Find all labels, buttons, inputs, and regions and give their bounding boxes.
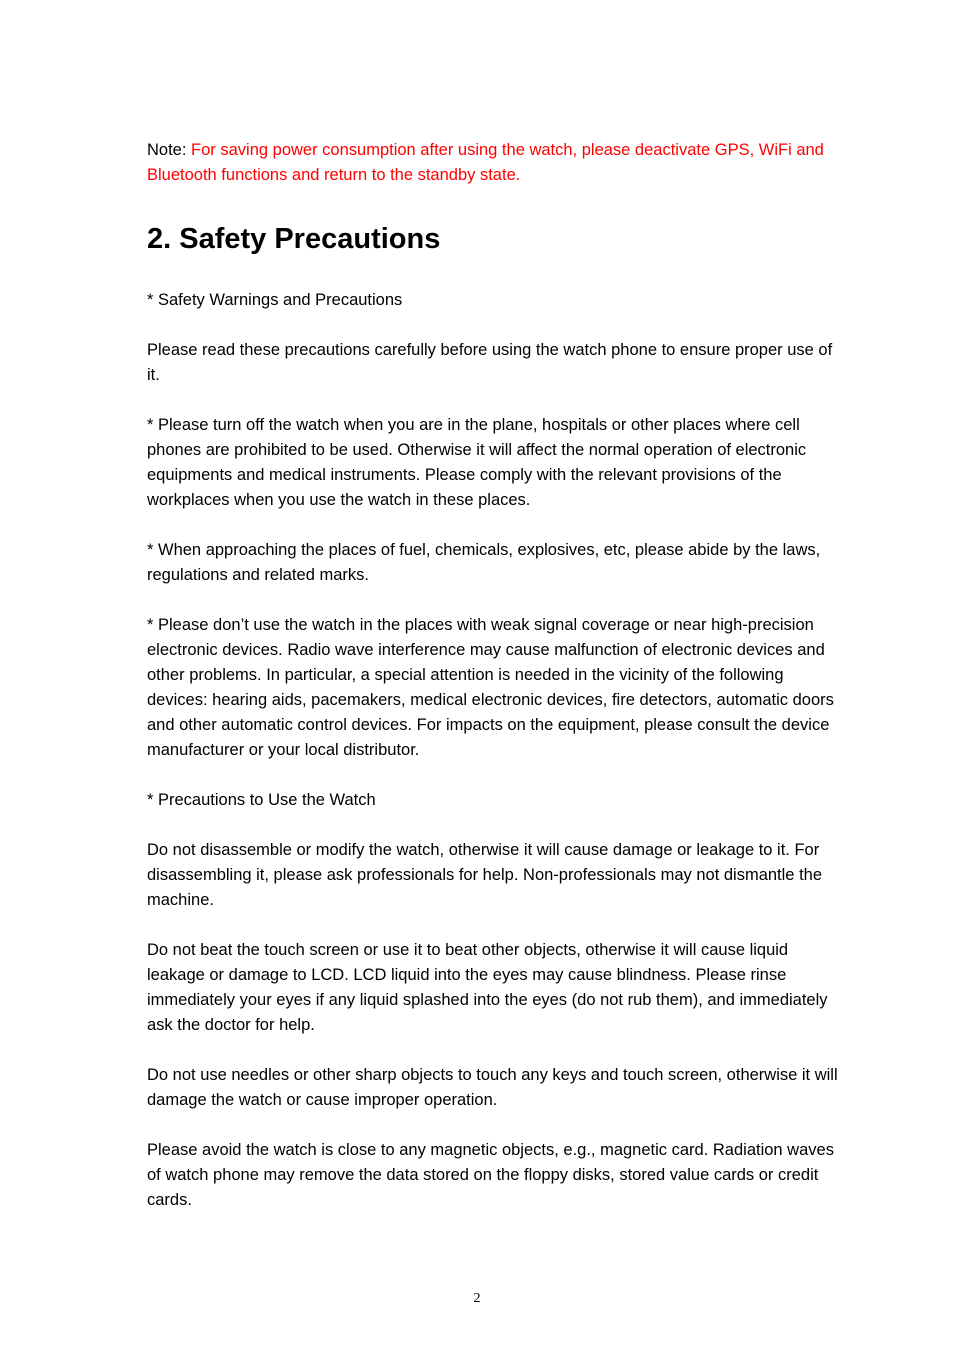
- section-title: 2. Safety Precautions: [147, 223, 441, 255]
- subheading-watch-precautions: * Precautions to Use the Watch: [147, 791, 376, 809]
- subheading-safety-warnings: * Safety Warnings and Precautions: [147, 291, 403, 309]
- paragraph-fuel-chemicals: * When approaching the places of fuel, chemicals, explosives, etc, please abide by the laws, regulations and related marks.: [147, 541, 821, 584]
- paragraph-turn-off-watch: * Please turn off the watch when you are in the plane, hospitals or other places where cell phones are prohibited to be used. Otherwise it will affect the normal operation of electronic equipments and medical instruments. Please comply with the relevant provisions of the workplaces when you use the watch in these places.: [147, 416, 807, 509]
- note-text: For saving power consumption after using the watch, please deactivate GPS, WiFi and Bluetooth functions and return to the standby state.: [147, 141, 824, 184]
- paragraph-weak-signal: * Please don’t use the watch in the places with weak signal coverage or near high-precision electronic devices. Radio wave interference may cause malfunction of electronic devices and other problems. In particular, a special attention is needed in the vicinity of the following devices: hearing aids, pacemakers, medical electronic devices, fire detectors, automatic doors and other automatic control devices. For impacts on the equipment, please consult the device manufacturer or your local distributor.: [147, 616, 834, 759]
- paragraph-touch-screen: Do not beat the touch screen or use it to beat other objects, otherwise it will cause liquid leakage or damage to LCD. LCD liquid into the eyes may cause blindness. Please rinse immediately your eyes if any liquid splashed into the eyes (do not rub them), and immediately ask the doctor for help.: [147, 941, 828, 1034]
- note-prefix: Note:: [147, 141, 192, 159]
- power-saving-note: [147, 138, 843, 188]
- paragraph-sharp-objects: Do not use needles or other sharp objects to touch any keys and touch screen, otherwise it will damage the watch or cause improper operation.: [147, 1066, 838, 1109]
- paragraph-read-precautions: Please read these precautions carefully before using the watch phone to ensure proper use of it.: [147, 341, 833, 384]
- paragraph-disassemble: Do not disassemble or modify the watch, otherwise it will cause damage or leakage to it. For disassembling it, please ask professionals for help. Non-professionals may not dismantle the machine.: [147, 841, 823, 909]
- paragraph-magnetic-objects: Please avoid the watch is close to any magnetic objects, e.g., magnetic card. Radiation waves of watch phone may remove the data stored on the floppy disks, stored value cards or credit cards.: [147, 1141, 834, 1209]
- page-number: 2: [473, 1291, 481, 1306]
